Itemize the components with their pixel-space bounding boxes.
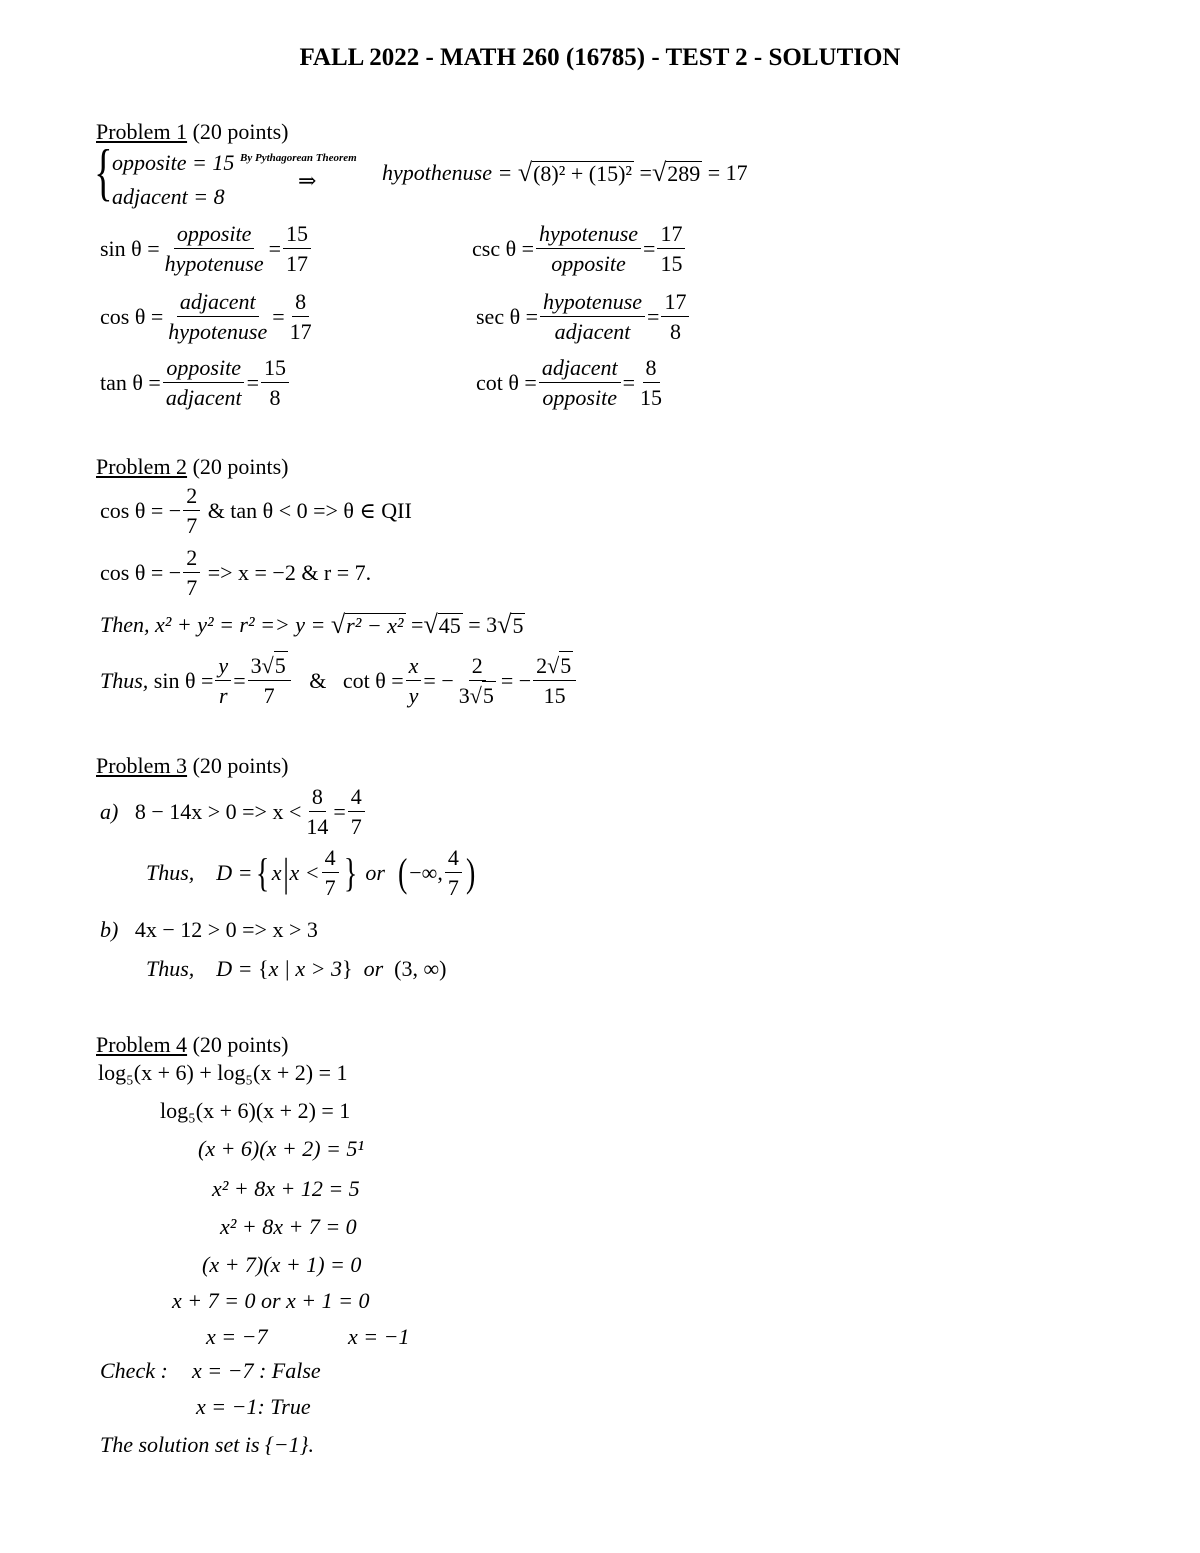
cot-word-fraction [539,356,621,409]
cos-ratio [100,290,317,343]
problem-1-heading [96,121,289,143]
equals: = [233,667,246,693]
xr-values: => x = −2 & r = 7. [207,559,372,585]
adjacent-line: adjacent = 8 [112,184,225,209]
sqrt-symbol: √ [261,653,274,678]
denominator: 17 [286,251,309,277]
denominator: opposite [551,251,626,277]
csc-lhs: csc θ = [472,235,535,261]
quadrant-condition: & tan θ < 0 => θ ∈ QII [207,497,412,523]
open-brace: { [255,849,269,895]
p2-line-4 [100,654,578,707]
numerator: 4 [322,846,339,873]
open-brace: { [258,956,269,981]
thus-word: Thus, [146,956,195,981]
denominator: 15 [543,683,566,709]
sin-ratio [100,222,313,275]
denominator: 8 [669,319,681,345]
sqrt-symbol: √ [469,683,482,709]
or-word: or [363,956,384,981]
log-step-4: x² + 8x + 12 = 5 [212,1176,360,1201]
fraction [183,484,200,537]
fraction [406,654,422,707]
fraction [183,546,200,599]
pythagorean-identity: x² + y² = r² => y = [155,612,326,637]
interval: (3, ∞) [394,956,447,981]
cot-lhs: cot θ = [476,369,537,395]
denominator: 7 [324,875,336,901]
p2-line-2 [100,546,371,599]
sec-ratio [476,290,691,343]
cot-ratio [476,356,667,409]
solution-set: The solution set is {−1}. [100,1432,314,1457]
equals: = [647,303,660,329]
csc-ratio [472,222,687,275]
numerator: 15 [261,356,289,383]
numerator: hypotenuse [536,222,641,249]
p2-line-1 [100,484,412,537]
implies-arrow: ⇒ [298,168,317,193]
fraction [456,654,499,707]
fraction [303,785,331,838]
log-step-5: x² + 8x + 7 = 0 [220,1214,357,1239]
left-brace: { [94,136,113,207]
hyp-mid: = [639,160,652,185]
hypotenuse-equation [382,160,748,186]
cos-word-fraction [165,290,270,343]
inequality: 4x − 12 > 0 => x > 3 [134,917,318,942]
problem-label: Problem 1 [96,119,188,144]
equals-negative: = − [500,667,532,693]
denominator: adjacent [165,385,242,411]
denominator: 7 [186,575,198,601]
problem-points: (20 points) [192,1032,289,1057]
cot-value-fraction [637,356,665,409]
coefficient: 2 [536,653,548,678]
theorem-note: By Pythagorean Theorem [240,152,357,164]
denominator: hypotenuse [164,251,264,277]
log-step-1: log₅(x + 6) + log₅(x + 2) = 1 [98,1060,348,1085]
numerator: 2 [183,484,200,511]
p3-part-b [100,919,318,941]
sin-lhs: sin θ = [100,235,160,261]
log-step-6: (x + 7)(x + 1) = 0 [202,1252,362,1277]
fraction [248,654,291,707]
numerator: 8 [292,290,309,317]
numerator: 8 [309,785,326,812]
radicand: 5 [560,653,572,678]
numerator: opposite [163,356,244,383]
page-title: FALL 2022 - MATH 260 (16785) - TEST 2 - SOLUTION [299,44,901,71]
problem-label: Problem 4 [96,1032,188,1057]
check-2: x = −1: True [196,1394,311,1419]
set-condition: x < [289,859,320,885]
sqrt-symbol: √ [423,610,438,639]
numerator: 4 [445,846,462,873]
coefficient: = 3 [468,612,498,637]
fraction [348,785,365,838]
cos-lhs: cos θ = − [100,497,182,523]
denominator: 7 [350,814,362,840]
equals: = [272,303,285,329]
set-variable: x [271,859,282,885]
equals: = [246,369,260,395]
denominator: opposite [542,385,617,411]
radicand-5: 5 [512,613,524,638]
radicand: r² − x² [346,613,404,638]
log-step-3: (x + 6)(x + 2) = 5¹ [198,1136,364,1161]
equals: = [622,369,636,395]
equals-negative: = − [423,667,454,693]
hyp-289: 289 [667,161,701,186]
set-bar: | [282,849,289,895]
fraction [322,846,339,899]
sec-value-fraction [661,290,689,343]
or-word: or [365,859,385,885]
denominator: y [408,683,419,709]
root-2: x = −1 [348,1324,410,1349]
csc-value-fraction [657,222,685,275]
then-word: Then, [100,612,150,637]
equals: = [333,798,346,824]
numerator: 17 [661,290,689,317]
hyp-radicand: (8)² + (15)² [533,161,633,186]
problem-label: Problem 2 [96,454,188,479]
numerator: 8 [643,356,660,383]
problem-2-heading [96,456,289,478]
numerator: x [406,654,422,681]
p3-part-a [100,785,367,838]
radicand-45: 45 [438,613,461,638]
denominator: 8 [269,385,281,411]
numerator: 15 [283,222,311,249]
p3-domain-a [146,846,477,899]
denominator: 7 [263,683,275,709]
coefficient: 3 [250,653,262,678]
tan-word-fraction [163,356,245,409]
csc-word-fraction [536,222,641,275]
denominator: hypotenuse [168,319,268,345]
denominator: 14 [306,814,329,840]
numerator: opposite [174,222,255,249]
interval-start: −∞, [409,859,443,885]
ampersand: & [309,667,327,693]
equals: = [268,235,282,261]
log-step-2: log₅(x + 6)(x + 2) = 1 [160,1098,351,1123]
problem-points: (20 points) [192,454,289,479]
numerator: 2 [183,546,200,573]
domain-lhs: D = [216,956,253,981]
denominator: 7 [186,513,198,539]
opposite-line: opposite = 15 [112,150,235,175]
tan-value-fraction [261,356,289,409]
problem-3-heading [96,755,289,777]
denominator: adjacent [554,319,631,345]
hyp-lhs: hypothenuse = [382,160,513,185]
numerator: 2 [469,654,486,681]
close-brace: } [342,956,353,981]
sqrt-symbol: √ [547,653,560,678]
denominator [456,681,499,707]
equals: = [643,235,656,261]
radicand: 5 [274,653,286,678]
check-1: x = −7 : False [192,1358,321,1383]
numerator: hypotenuse [540,290,645,317]
numerator: 4 [348,785,365,812]
p2-line-3 [100,612,525,638]
radicand: 5 [482,683,494,709]
problem-points: (20 points) [192,753,289,778]
numerator [248,654,291,681]
denominator: 15 [660,251,683,277]
inequality: 8 − 14x > 0 => x < [134,798,302,824]
sqrt-symbol: √ [517,158,533,187]
numerator [533,654,576,681]
domain-lhs: D = [216,859,253,885]
thus-word: Thus, [146,859,195,885]
thus-word: Thus, [100,667,149,693]
cos-value-fraction [287,290,315,343]
sqrt-symbol: √ [651,158,667,187]
sqrt-symbol: √ [497,610,512,639]
open-paren: ( [397,849,408,895]
denominator: r [219,683,228,709]
sqrt-symbol: √ [330,610,346,639]
part-label: a) [100,798,119,824]
numerator: adjacent [177,290,259,317]
sec-word-fraction [540,290,645,343]
fraction [215,654,231,707]
fraction [533,654,576,707]
close-paren: ) [465,849,476,895]
denominator: 17 [289,319,312,345]
tan-ratio [100,356,291,409]
cot-lhs: cot θ = [342,667,404,693]
sin-lhs: sin θ = [153,667,214,693]
sin-word-fraction [162,222,267,275]
hyp-result: = 17 [707,160,748,185]
part-label: b) [100,917,119,942]
set-condition: x | x > 3 [268,956,343,981]
denominator: 7 [447,875,459,901]
cos-lhs: cos θ = [100,303,164,329]
p3-domain-b [146,958,447,980]
sin-value-fraction [283,222,311,275]
close-brace: } [343,849,357,895]
problem-points: (20 points) [192,119,289,144]
cos-lhs: cos θ = − [100,559,182,585]
sec-lhs: sec θ = [476,303,539,329]
problem-label: Problem 3 [96,753,188,778]
tan-lhs: tan θ = [100,369,161,395]
fraction [445,846,462,899]
numerator: 17 [657,222,685,249]
coefficient: 3 [458,683,470,709]
problem-4-heading [96,1034,289,1056]
log-step-7: x + 7 = 0 or x + 1 = 0 [172,1288,370,1313]
equals: = [411,612,424,637]
denominator: 15 [640,385,663,411]
root-1: x = −7 [206,1324,268,1349]
check-label: Check : [100,1358,168,1383]
numerator: y [215,654,231,681]
numerator: adjacent [539,356,621,383]
